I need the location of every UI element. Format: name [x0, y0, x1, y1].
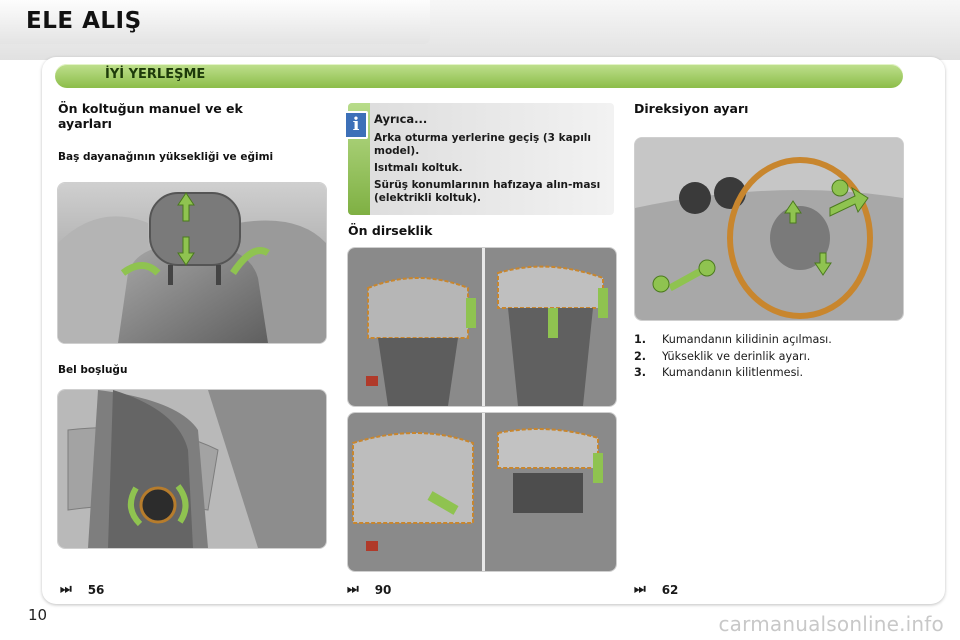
list-item — [634, 332, 924, 349]
ref-90[interactable] — [347, 582, 391, 597]
page-number: 10 — [28, 606, 48, 624]
ref-90-page: 90 — [374, 582, 392, 597]
info-box — [348, 103, 614, 215]
section-bar — [55, 64, 903, 88]
info-icon: i — [344, 111, 368, 139]
ref-56[interactable] — [60, 582, 104, 597]
steering-illustration — [634, 137, 904, 321]
steering-steps — [634, 332, 924, 382]
skip-forward-icon: ⏭ — [347, 582, 359, 597]
armrest-heading: Ön dirseklik — [348, 223, 433, 238]
step-number: 3. — [634, 366, 647, 380]
seat-adjust-heading — [58, 101, 318, 131]
armrest-illustration-top — [347, 247, 617, 407]
list-item — [634, 349, 924, 366]
skip-forward-icon: ⏭ — [634, 582, 646, 597]
step-text: Kumandanın kilidinin açılması. — [662, 333, 832, 346]
lumbar-label: Bel boşluğu — [58, 364, 128, 376]
watermark: carmanualsonline.info — [718, 612, 944, 636]
section-title: İYİ YERLEŞME — [105, 67, 206, 82]
step-text: Yükseklik ve derinlik ayarı. — [662, 349, 811, 363]
headrest-illustration — [57, 182, 327, 344]
info-item: Sürüş konumlarının hafızaya alın-ması (elektrikli koltuk). — [374, 179, 601, 204]
page-title: ELE ALIŞ — [26, 8, 142, 34]
ref-62-page: 62 — [661, 582, 679, 597]
seat-adjust-heading-line2: ayarları — [58, 116, 112, 131]
info-item: Isıtmalı koltuk. — [374, 162, 463, 174]
seat-adjust-heading-line1: Ön koltuğun manuel ve ek — [58, 101, 243, 116]
step-number: 2. — [634, 349, 647, 363]
step-text: Kumandanın kilitlenmesi. — [662, 366, 804, 380]
step-number: 1. — [634, 333, 647, 346]
info-item: Arka oturma yerlerine geçiş (3 kapılı model). — [374, 132, 591, 157]
armrest-illustration-bottom — [347, 412, 617, 572]
list-item — [634, 365, 924, 382]
ref-56-page: 56 — [87, 582, 105, 597]
headrest-label: Baş dayanağının yüksekliği ve eğimi — [58, 151, 274, 163]
steering-heading: Direksiyon ayarı — [634, 101, 749, 116]
ref-62[interactable] — [634, 582, 678, 597]
info-title: Ayrıca... — [374, 112, 428, 126]
skip-forward-icon: ⏭ — [60, 582, 72, 597]
lumbar-illustration — [57, 389, 327, 549]
